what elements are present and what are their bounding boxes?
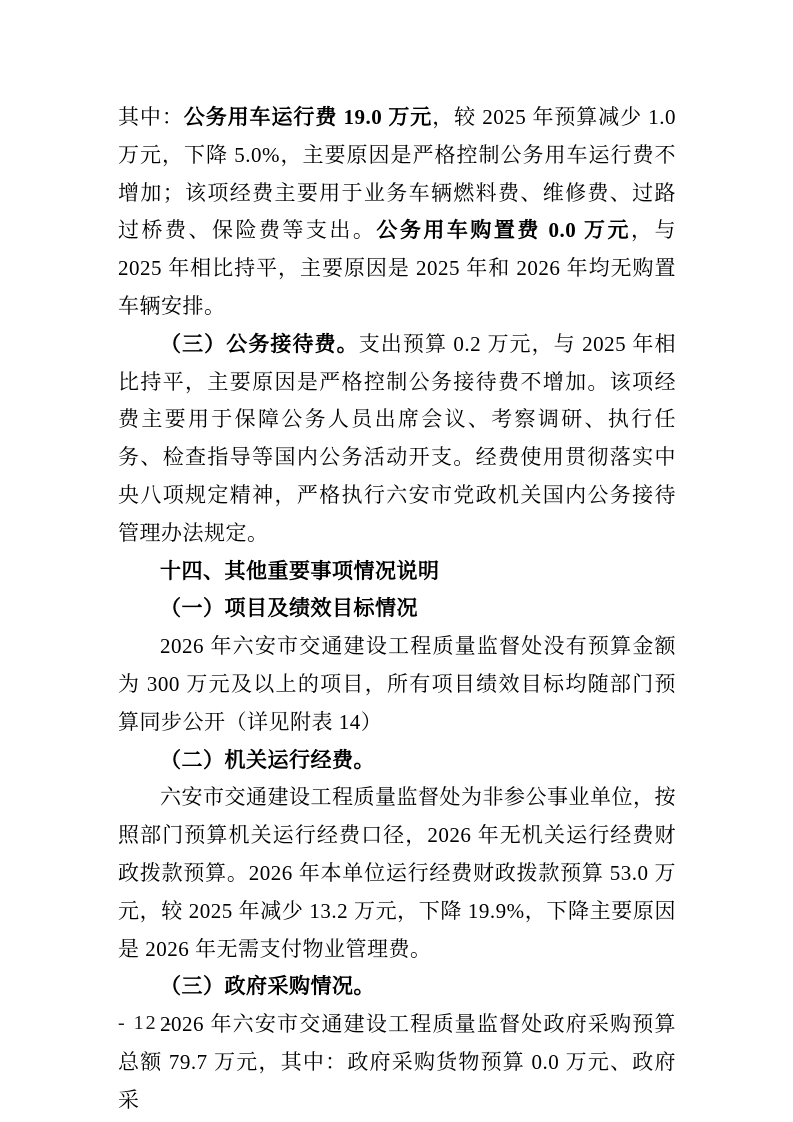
paragraph-vehicle-operating-fee <box>118 99 676 326</box>
text-run-bold: 公务用车运行费 19.0 万元 <box>183 105 433 129</box>
text-run-bold: （三）公务接待费。 <box>160 331 359 356</box>
paragraph-agency-operating-funds-body <box>118 779 676 968</box>
paragraph-official-reception-fee <box>118 326 676 553</box>
heading-text: （三）政府采购情况。 <box>160 974 375 999</box>
heading-text: （一）项目及绩效目标情况 <box>160 596 418 621</box>
text-run: ，较 2025 年预算减少 1.0 万元，下降 5.0%，主要原因是严格控制公务用车运行费不增加；该项经费主要用于业务车辆燃料费、维修费、过路过桥费、保险费等支出。 <box>118 105 677 243</box>
text-run: 其中： <box>118 105 184 129</box>
text-run: 六安市交通建设工程质量监督处为非参公事业单位，按照部门预算机关运行经费口径，2026 年无机关运行经费财政拨款预算。2026 年本单位运行经费财政拨款预算 53.0 万元，较 2025 年减少 13.2 万元，下降 19.9%，下降主要原因是 2026 年无需支付物业管理费。 <box>118 785 676 961</box>
document-body <box>118 99 676 1120</box>
text-run: 2026 年六安市交通建设工程质量监督处政府采购预算总额 79.7 万元，其中：政府采购货物预算 0.0 万元、政府采 <box>118 1012 676 1112</box>
text-run-bold: 公务用车购置费 0.0 万元 <box>376 218 632 243</box>
page-number: - 12 - <box>118 1012 174 1034</box>
heading-government-procurement <box>118 968 676 1006</box>
heading-text: （二）机关运行经费。 <box>160 747 375 772</box>
paragraph-government-procurement-body <box>118 1006 676 1119</box>
text-run: 2026 年六安市交通建设工程质量监督处没有预算金额为 300 万元及以上的项目，所有项目绩效目标均随部门预算同步公开（详见附表 14） <box>118 634 676 734</box>
text-run: ，与 2025 年相比持平，主要原因是 2025 年和 2026 年均无购置车辆安排。 <box>118 218 677 318</box>
paragraph-project-performance-body <box>118 628 676 741</box>
heading-project-performance <box>118 590 676 628</box>
text-run: 支出预算 0.2 万元，与 2025 年相比持平，主要原因是严格控制公务接待费不增加。该项经费主要用于保障公务人员出席会议、考察调研、执行任务、检查指导等国内公务活动开支。经费使用贯彻落实中央八项规定精神，严格执行六安市党政机关国内公务接待管理办法规定。 <box>118 331 677 545</box>
heading-section-14 <box>118 553 676 591</box>
heading-agency-operating-funds <box>118 742 676 780</box>
heading-text: 十四、其他重要事项情况说明 <box>160 558 440 583</box>
